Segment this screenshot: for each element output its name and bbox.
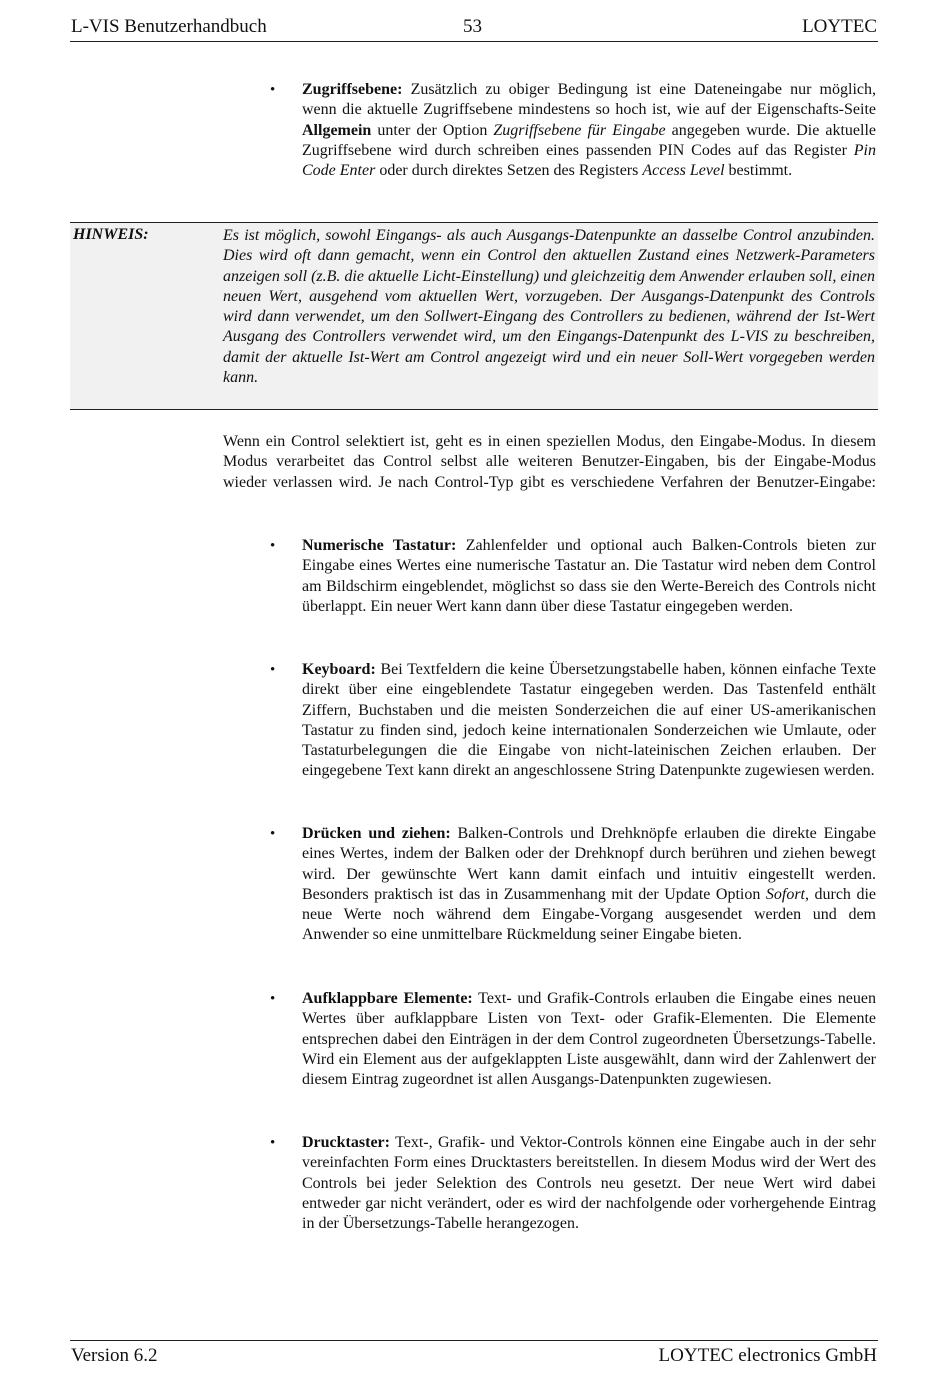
bullet-marker: • bbox=[270, 662, 276, 678]
bullet-marker: • bbox=[270, 538, 276, 554]
page-number: 53 bbox=[463, 16, 482, 37]
bullet-drucktaster: Drucktaster: Text-, Grafik- und Vektor-Controls können eine Eingabe auch in der sehr vereinfachten Form eines Drucktasters bereitstellen. In diesem Modus wird der Wert des Controls bei jeder Selektion des Controls neu gesetzt. Der neue Wert wird dabei entweder gar nicht verändert, oder es wird der nachfolgende oder vorhergehende Eintrag in der Übersetzungs-Tabelle herangezogen. bbox=[302, 1134, 876, 1233]
bullet-numerische-tastatur: Numerische Tastatur: Zahlenfelder und optional auch Balken-Controls bieten zur Eingabe eines Wertes eine numerische Tastatur an. Die Tastatur wird neben dem Control am Bildschirm eingeblendet, möglichst so dass sie den Werte-Bereich des Controls nicht überlappt. Ein neuer Wert kann dann über diese Tastatur eingegeben werden. bbox=[302, 537, 877, 615]
bullet-keyboard: Keyboard: Bei Textfeldern die keine Übersetzungstabelle haben, können einfache Texte direkt über eine eingeblendete Tastatur eingegeben werden. Das Tastenfeld enthält Ziffern, Buchstaben und die meisten Sonderzeichen die auf einer US-amerikanischen Tastatur zu finden sind, jedoch keine internationalen Sonderzeichen wie Umlaute, oder Tastaturbelegungen die die Eingabe von nicht-lateinischen Zeichen erlauben. Der eingegebene Text kann direkt an angeschlossene String Datenpunkte zugewiesen werden. bbox=[302, 661, 876, 780]
note-label: HINWEIS: bbox=[73, 226, 149, 243]
footer-version: Version 6.2 bbox=[71, 1345, 158, 1366]
footer-company: LOYTEC electronics GmbH bbox=[658, 1345, 877, 1366]
note-box bbox=[70, 222, 878, 410]
bullet-marker: • bbox=[270, 1135, 276, 1151]
note-text: Es ist möglich, sowohl Eingangs- als auch Ausgangs-Datenpunkte an dasselbe Control anzubinden. Dies wird oft dann gemacht, wenn ein Control den aktuellen Zustand eines Netzwerk-Parameters anzeigen soll (z.B. die aktuelle Licht-Einstellung) und gleichzeitig dem Anwender erlauben soll, einen neuen Wert, ausgehend vom aktuellen Wert, vorzugeben. Der Ausgangs-Datenpunkt des Controls wird dann verwendet, um den Sollwert-Eingang des Controllers zu bedienen, während der Ist-Wert Ausgang des Controllers verwendet wird, um den Eingangs-Datenpunkt des L-VIS zu beschreiben, damit der aktuelle Ist-Wert am Control angezeigt wird und ein neuer Soll-Wert vorgegeben werden kann. bbox=[223, 227, 875, 387]
header-rule bbox=[70, 41, 878, 42]
page-footer bbox=[71, 1345, 877, 1369]
bullet-aufklappbare-elemente: Aufklappbare Elemente: Text- und Grafik-Controls erlauben die Eingabe eines neuen Wertes über aufklappbare Listen von Text- oder Grafik-Elementen. Die Elemente entsprechen dabei den Einträgen in der dem Control zugeordneten Übersetzungs-Tabelle. Wird ein Element aus der aufgeklappten Liste ausgewählt, dann wird der Zahlenwert der diesem Eintrag zugeordnet ist allen Ausgangs-Datenpunkten zugewiesen. bbox=[302, 990, 876, 1089]
page-header bbox=[71, 16, 877, 40]
bullet-zugriffsebene: Zugriffsebene: Zusätzlich zu obiger Bedingung ist eine Dateneingabe nur möglich, wenn die aktuelle Zugriffsebene mindestens so hoch ist, wie auf der Eigenschafts-Seite Allgemein unter der Option Zugriffsebene für Eingabe angegeben wurde. Die aktuelle Zugriffsebene wird durch schreiben eines passenden PIN Codes auf das Register Pin Code Enter oder durch direktes Setzen des Registers Access Level bestimmt. bbox=[302, 81, 877, 180]
footer-rule bbox=[70, 1340, 878, 1341]
intro-paragraph: Wenn ein Control selektiert ist, geht es in einen speziellen Modus, den Eingabe-Modus. In diesem Modus verarbeitet das Control selbst alle weiteren Benutzer-Eingaben, bis der Eingabe-Modus wieder verlassen wird. Je nach Control-Typ gibt es verschiedene Verfahren der Benutzer-Eingabe: bbox=[223, 433, 876, 491]
bullet-druecken-ziehen: Drücken und ziehen: Balken-Controls und Drehknöpfe erlauben die direkte Eingabe eines Wertes, indem der Balken oder der Drehknopf durch berühren und ziehen bewegt wird. Der gewünschte Wert kann damit einfach und intuitiv eingestellt werden. Besonders praktisch ist das in Zusammenhang mit der Update Option Sofort, durch die neue Werte noch während dem Eingabe-Vorgang ausgesendet werden und dem Anwender so eine unmittelbare Rückmeldung seiner Eingabe bieten. bbox=[302, 825, 876, 944]
bullet-marker: • bbox=[270, 826, 276, 842]
header-company: LOYTEC bbox=[802, 16, 877, 37]
bullet-marker: • bbox=[270, 82, 276, 98]
header-title: L-VIS Benutzerhandbuch bbox=[71, 16, 267, 37]
bullet-marker: • bbox=[270, 991, 276, 1007]
